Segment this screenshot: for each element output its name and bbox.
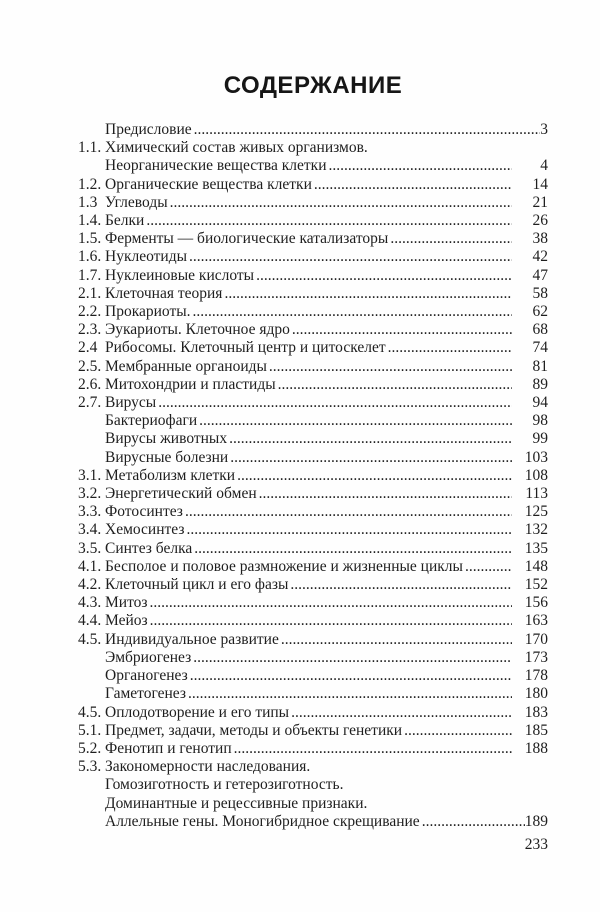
toc-entry bbox=[78, 430, 548, 448]
entry-dot-leader bbox=[237, 467, 512, 485]
entry-page-number: 14 bbox=[532, 175, 548, 193]
toc-entry bbox=[78, 722, 548, 740]
entry-page-number: 170 bbox=[524, 630, 548, 648]
entry-dot-leader bbox=[194, 121, 541, 139]
entry-page-number: 47 bbox=[532, 266, 548, 284]
entry-number: 4.5. bbox=[78, 630, 102, 648]
entry-page-number: 113 bbox=[525, 485, 548, 503]
entry-number: 2.4 bbox=[78, 339, 98, 357]
entry-page-number: 152 bbox=[524, 576, 548, 594]
entry-number: 2.1. bbox=[78, 284, 102, 302]
entry-title: Митохондрии и пластиды bbox=[105, 375, 276, 393]
entry-page-number: 185 bbox=[524, 721, 548, 739]
entry-number: 5.1. bbox=[78, 721, 102, 739]
entry-page-number: 163 bbox=[524, 612, 548, 630]
entry-page-number: 58 bbox=[532, 284, 548, 302]
entry-dot-leader bbox=[281, 631, 512, 649]
entry-dot-leader bbox=[465, 558, 512, 576]
entry-title: Вирусы животных bbox=[105, 430, 228, 448]
entry-number: 1.2. bbox=[78, 175, 102, 193]
entry-title: Доминантные и рецессивные признаки. bbox=[105, 794, 368, 812]
entry-title: Предмет, задачи, методы и объекты генетики bbox=[105, 721, 403, 739]
toc-entry bbox=[78, 558, 548, 576]
entry-title: Гаметогенез bbox=[105, 685, 186, 703]
entry-title: Митоз bbox=[105, 594, 148, 612]
entry-page-number: 42 bbox=[532, 248, 548, 266]
entry-number: 1.7. bbox=[78, 266, 102, 284]
toc-entry bbox=[78, 121, 548, 139]
entry-number: 3.1. bbox=[78, 466, 102, 484]
entry-dot-leader bbox=[229, 430, 512, 448]
entry-title: Клеточная теория bbox=[105, 284, 223, 302]
toc-entry bbox=[78, 612, 548, 630]
toc-entry bbox=[78, 576, 548, 594]
entry-dot-leader bbox=[186, 521, 512, 539]
entry-page-number: 125 bbox=[524, 503, 548, 521]
entry-number: 3.2. bbox=[78, 485, 102, 503]
entry-title: Ферменты — биологические катализаторы bbox=[105, 230, 389, 248]
toc-entry bbox=[78, 685, 548, 703]
entry-dot-leader bbox=[388, 339, 512, 357]
toc-entry bbox=[78, 758, 548, 776]
entry-title: Фенотип и генотип bbox=[105, 739, 232, 757]
toc-entry bbox=[78, 248, 548, 266]
entry-number: 1.6. bbox=[78, 248, 102, 266]
entry-title: Предисловие bbox=[105, 121, 192, 138]
entry-page-number: 98 bbox=[532, 412, 548, 430]
entry-page-number: 4 bbox=[540, 157, 548, 175]
entry-title: Индивидуальное развитие bbox=[105, 630, 279, 648]
entry-page-number: 74 bbox=[532, 339, 548, 357]
entry-title: Оплодотворение и его типы bbox=[105, 703, 290, 721]
entry-dot-leader bbox=[404, 722, 512, 740]
entry-title: Органогенез bbox=[105, 667, 188, 685]
entry-title: Гомозиготность и гетерозиготность. bbox=[105, 776, 344, 794]
toc-entry bbox=[78, 631, 548, 649]
entry-title: Бесполое и половое размножение и жизненные циклы bbox=[105, 557, 463, 575]
toc-entry bbox=[78, 521, 548, 539]
entry-title: Неорганические вещества клетки bbox=[105, 157, 327, 175]
entry-page-number: 62 bbox=[532, 303, 548, 321]
entry-title: Рибосомы. Клеточный центр и цитоскелет bbox=[105, 339, 386, 357]
entry-number: 3.4. bbox=[78, 521, 102, 539]
entry-dot-leader bbox=[185, 503, 512, 521]
toc-entry bbox=[78, 176, 548, 194]
toc-entry bbox=[78, 795, 548, 813]
entry-title: Углеводы bbox=[105, 193, 168, 211]
entry-dot-leader bbox=[193, 303, 512, 321]
entry-number: 4.2. bbox=[78, 576, 102, 594]
toc-entry bbox=[78, 813, 548, 831]
entry-page-number: 94 bbox=[532, 394, 548, 412]
toc-list bbox=[78, 121, 548, 831]
toc-entry bbox=[78, 157, 548, 175]
toc-entry bbox=[78, 194, 548, 212]
folio-page-number: 233 bbox=[524, 836, 548, 853]
entry-number: 4.4. bbox=[78, 612, 102, 630]
entry-number: 4.3. bbox=[78, 594, 102, 612]
entry-page-number: 68 bbox=[532, 321, 548, 339]
toc-entry bbox=[78, 139, 548, 157]
entry-page-number: 183 bbox=[524, 703, 548, 721]
entry-page-number: 81 bbox=[532, 357, 548, 375]
entry-page-number: 132 bbox=[524, 521, 548, 539]
entry-title: Эукариоты. Клеточное ядро bbox=[105, 321, 290, 339]
entry-dot-leader bbox=[158, 394, 512, 412]
entry-dot-leader bbox=[291, 704, 512, 722]
entry-page-number: 21 bbox=[532, 193, 548, 211]
toc-entry bbox=[78, 449, 548, 467]
entry-number: 5.2. bbox=[78, 739, 102, 757]
entry-number: 3.5. bbox=[78, 539, 102, 557]
toc-entry bbox=[78, 285, 548, 303]
entry-dot-leader bbox=[170, 194, 512, 212]
entry-number: 2.6. bbox=[78, 375, 102, 393]
entry-title: Клеточный цикл и его фазы bbox=[105, 576, 289, 594]
entry-dot-leader bbox=[259, 485, 512, 503]
entry-number: 1.4. bbox=[78, 212, 102, 230]
toc-entry bbox=[78, 776, 548, 794]
toc-entry bbox=[78, 485, 548, 503]
entry-dot-leader bbox=[290, 576, 512, 594]
entry-dot-leader bbox=[188, 685, 512, 703]
toc-entry bbox=[78, 230, 548, 248]
entry-dot-leader bbox=[150, 612, 512, 630]
entry-title: Бактериофаги bbox=[105, 412, 198, 430]
entry-number: 4.5. bbox=[78, 703, 102, 721]
toc-entry bbox=[78, 667, 548, 685]
entry-number: 2.5. bbox=[78, 357, 102, 375]
entry-number: 5.3. bbox=[78, 758, 102, 776]
entry-title: Эмбриогенез bbox=[105, 648, 192, 666]
entry-dot-leader bbox=[234, 740, 512, 758]
entry-dot-leader bbox=[314, 176, 512, 194]
toc-entry bbox=[78, 339, 548, 357]
toc-entry bbox=[78, 303, 548, 321]
entry-title: Органические вещества клетки bbox=[105, 175, 312, 193]
toc-entry bbox=[78, 503, 548, 521]
entry-title: Вирусы bbox=[105, 394, 157, 412]
entry-title: Нуклеиновые кислоты bbox=[105, 266, 255, 284]
entry-title: Энергетический обмен bbox=[105, 485, 257, 503]
entry-dot-leader bbox=[146, 212, 512, 230]
entry-title: Хемосинтез bbox=[105, 521, 185, 539]
entry-page-number: 103 bbox=[524, 448, 548, 466]
entry-number: 3.3. bbox=[78, 503, 102, 521]
entry-dot-leader bbox=[190, 667, 512, 685]
toc-entry bbox=[78, 740, 548, 758]
toc-entry bbox=[78, 704, 548, 722]
entry-dot-leader bbox=[199, 412, 512, 430]
entry-number: 2.3. bbox=[78, 321, 102, 339]
toc-entry bbox=[78, 649, 548, 667]
entry-page-number: 38 bbox=[532, 230, 548, 248]
entry-page-number: 135 bbox=[524, 539, 548, 557]
entry-page-number: 3 bbox=[540, 121, 548, 138]
entry-page-number: 99 bbox=[532, 430, 548, 448]
toc-entry bbox=[78, 467, 548, 485]
toc-entry bbox=[78, 212, 548, 230]
entry-dot-leader bbox=[224, 285, 512, 303]
entry-title: Синтез белка bbox=[105, 539, 193, 557]
entry-number: 2.2. bbox=[78, 303, 102, 321]
entry-dot-leader bbox=[230, 449, 512, 467]
toc-entry bbox=[78, 540, 548, 558]
entry-title: Нуклеотиды bbox=[105, 248, 188, 266]
entry-dot-leader bbox=[422, 813, 525, 831]
entry-title: Аллельные гены. Моногибридное скрещивание bbox=[105, 812, 420, 830]
entry-page-number: 178 bbox=[524, 667, 548, 685]
toc-entry bbox=[78, 376, 548, 394]
entry-title: Метаболизм клетки bbox=[105, 466, 236, 484]
toc-entry bbox=[78, 321, 548, 339]
entry-page-number: 108 bbox=[524, 466, 548, 484]
entry-page-number: 156 bbox=[524, 594, 548, 612]
toc-entry bbox=[78, 594, 548, 612]
entry-number: 4.1. bbox=[78, 557, 102, 575]
entry-dot-leader bbox=[390, 230, 512, 248]
entry-dot-leader bbox=[189, 248, 512, 266]
toc-entry bbox=[78, 412, 548, 430]
entry-page-number: 180 bbox=[524, 685, 548, 703]
entry-number: 2.7. bbox=[78, 394, 102, 412]
entry-page-number: 89 bbox=[532, 375, 548, 393]
entry-dot-leader bbox=[256, 267, 512, 285]
toc-entry bbox=[78, 358, 548, 376]
page-title: СОДЕРЖАНИЕ bbox=[223, 72, 403, 99]
entry-number: 1.5. bbox=[78, 230, 102, 248]
toc-entry bbox=[78, 267, 548, 285]
entry-page-number: 189 bbox=[524, 812, 548, 830]
entry-dot-leader bbox=[292, 321, 512, 339]
entry-number: 1.3 bbox=[78, 193, 98, 211]
entry-dot-leader bbox=[194, 540, 512, 558]
entry-dot-leader bbox=[193, 649, 512, 667]
entry-page-number: 26 bbox=[532, 212, 548, 230]
entry-dot-leader bbox=[150, 594, 512, 612]
entry-page-number: 173 bbox=[524, 648, 548, 666]
entry-title: Фотосинтез bbox=[105, 503, 183, 521]
entry-title: Мейоз bbox=[105, 612, 148, 630]
entry-title: Белки bbox=[105, 212, 145, 230]
entry-title: Мембранные органоиды bbox=[105, 357, 267, 375]
entry-page-number: 148 bbox=[524, 557, 548, 575]
toc-entry bbox=[78, 394, 548, 412]
entry-page-number: 188 bbox=[524, 739, 548, 757]
entry-dot-leader bbox=[269, 358, 512, 376]
entry-number: 1.1. bbox=[78, 139, 102, 157]
entry-dot-leader bbox=[329, 157, 513, 175]
entry-title: Вирусные болезни bbox=[105, 448, 229, 466]
entry-title: Химический состав живых организмов. bbox=[105, 139, 368, 157]
entry-dot-leader bbox=[278, 376, 512, 394]
entry-title: Закономерности наследования. bbox=[105, 758, 311, 776]
entry-title: Прокариоты. bbox=[105, 303, 191, 321]
